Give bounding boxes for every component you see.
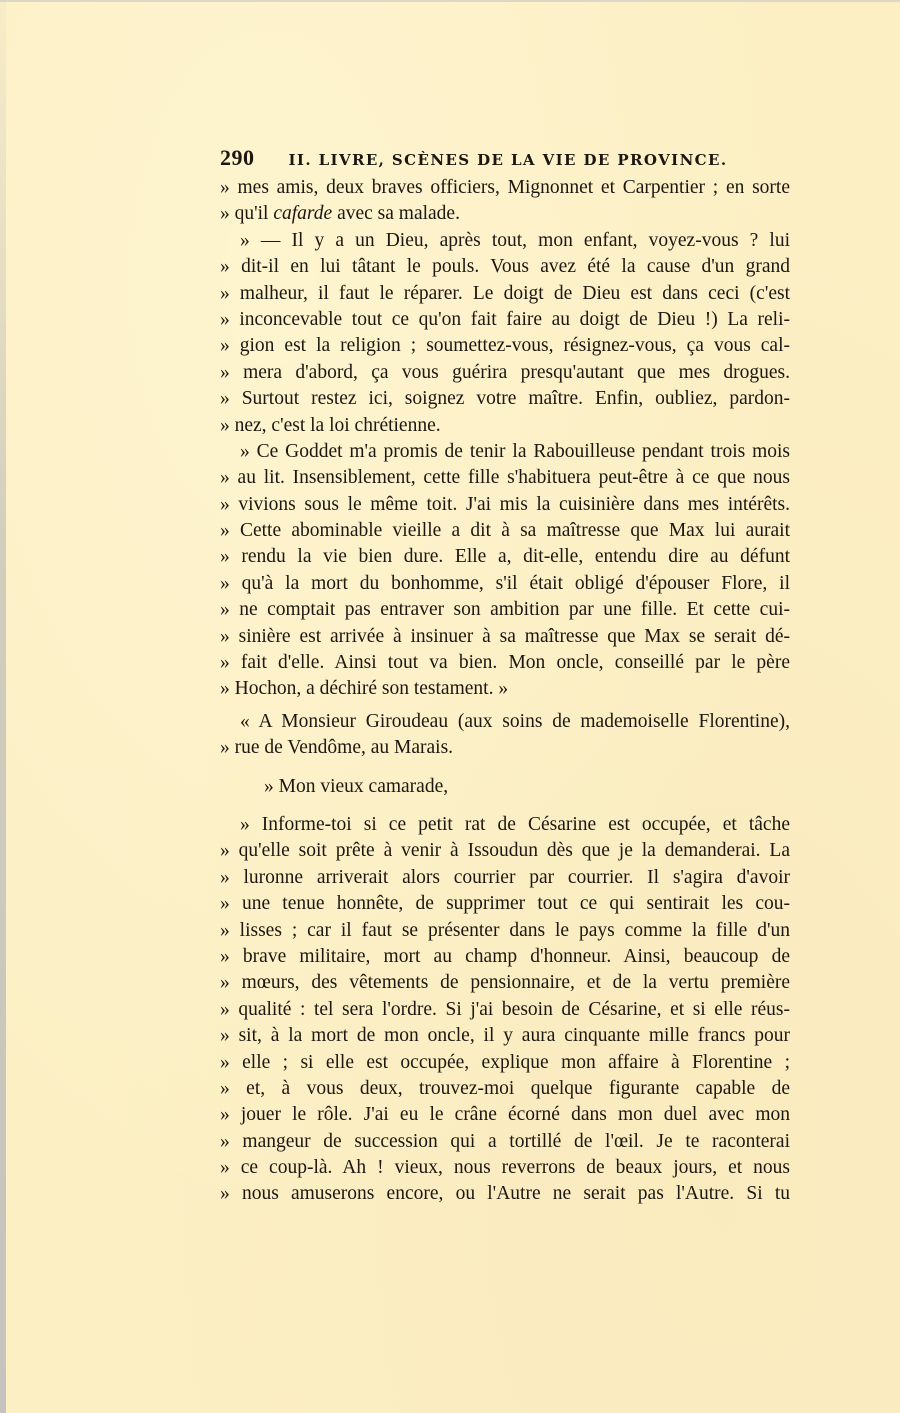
- text-line: » brave militaire, mort au champ d'honneur. Ainsi, beaucoup de: [220, 945, 790, 967]
- text-line: » inconcevable tout ce qu'on fait faire au doigt de Dieu !) La reli-: [220, 308, 790, 330]
- text-line: » Hochon, a déchiré son testament. »: [220, 678, 509, 700]
- text-line: » mera d'abord, ça vous guérira presqu'autant que mes drogues.: [220, 361, 790, 383]
- running-head: [220, 145, 790, 169]
- text-line: » mes amis, deux braves officiers, Mignonnet et Carpentier ; en sorte: [220, 177, 790, 198]
- text-segment: » qu'il: [220, 203, 274, 225]
- salutation-line: » Mon vieux camarade,: [264, 775, 449, 797]
- scan-top-edge: [0, 0, 900, 2]
- text-line: » sinière est arrivée à insinuer à sa maîtresse que Max se serait dé-: [220, 625, 790, 647]
- scan-left-edge: [0, 0, 6, 1413]
- text-line: » nez, c'est la loi chrétienne.: [220, 414, 441, 436]
- text-line: » qu'à la mort du bonhomme, s'il était obligé d'épouser Flore, il: [220, 572, 790, 594]
- text-line: » qualité : tel sera l'ordre. Si j'ai besoin de Césarine, et si elle réus-: [220, 998, 790, 1020]
- running-head-title: II. LIVRE, SCÈNES DE LA VIE DE PROVINCE.: [288, 151, 728, 169]
- text-line: » qu'elle soit prête à venir à Issoudun dès que je la demanderai. La: [220, 840, 790, 862]
- text-line: » au lit. Insensiblement, cette fille s'habituera peut-être à ce que nous: [220, 467, 790, 489]
- text-line: » malheur, il faut le réparer. Le doigt de Dieu est dans ceci (c'est: [220, 282, 790, 304]
- text-line: » Informe-toi si ce petit rat de Césarine est occupée, et tâche: [240, 813, 790, 835]
- text-line: » jouer le rôle. J'ai eu le crâne écorné dans mon duel avec mon: [220, 1104, 790, 1126]
- text-line: [220, 201, 790, 227]
- body-text: [220, 175, 790, 1208]
- text-line: » ne comptait pas entraver son ambition par une fille. Et cette cui-: [220, 599, 790, 621]
- text-line: » fait d'elle. Ainsi tout va bien. Mon oncle, conseillé par le père: [220, 652, 790, 674]
- text-line: » rendu la vie bien dure. Elle a, dit-elle, entendu dire au défunt: [220, 546, 790, 568]
- text-line: » nous amuserons encore, ou l'Autre ne serait pas l'Autre. Si tu: [220, 1183, 790, 1205]
- text-line: » mangeur de succession qui a tortillé de l'œil. Je te raconterai: [220, 1130, 790, 1152]
- text-line: » — Il y a un Dieu, après tout, mon enfant, voyez-vous ? lui: [240, 229, 790, 251]
- text-line: » mœurs, des vêtements de pensionnaire, et de la vertu première: [220, 972, 790, 994]
- text-segment: avec sa malade.: [332, 203, 460, 225]
- text-line: » une tenue honnête, de supprimer tout ce qui sentirait les cou-: [220, 893, 790, 915]
- text-line: » Ce Goddet m'a promis de tenir la Rabouilleuse pendant trois mois: [240, 440, 790, 462]
- text-line: » ce coup-là. Ah ! vieux, nous reverrons de beaux jours, et nous: [220, 1157, 790, 1179]
- italic-word: cafarde: [273, 203, 333, 225]
- text-line: » et, à vous deux, trouvez-moi quelque figurante capable de: [220, 1077, 790, 1099]
- address-line: » rue de Vendôme, au Marais.: [220, 737, 454, 759]
- text-line: » sit, à la mort de mon oncle, il y aura cinquante mille francs pour: [220, 1025, 790, 1047]
- text-line: » Cette abominable vieille a dit à sa maîtresse que Max lui aurait: [220, 520, 790, 542]
- address-line: « A Monsieur Giroudeau (aux soins de mademoiselle Florentine),: [240, 710, 790, 732]
- text-line: » gion est la religion ; soumettez-vous, résignez-vous, ça vous cal-: [220, 335, 790, 357]
- text-line: » vivions sous le même toit. J'ai mis la cuisinière dans mes intérêts.: [220, 493, 790, 515]
- text-line: » lisses ; car il faut se présenter dans le pays comme la fille d'un: [220, 919, 790, 941]
- page-number: 290: [220, 145, 255, 170]
- text-line: » luronne arriverait alors courrier par courrier. Il s'agira d'avoir: [220, 866, 790, 888]
- text-line: » Surtout restez ici, soignez votre maître. Enfin, oubliez, pardon-: [220, 388, 790, 410]
- text-line: » elle ; si elle est occupée, explique mon affaire à Florentine ;: [220, 1051, 790, 1073]
- text-line: » dit-il en lui tâtant le pouls. Vous avez été la cause d'un grand: [220, 256, 790, 278]
